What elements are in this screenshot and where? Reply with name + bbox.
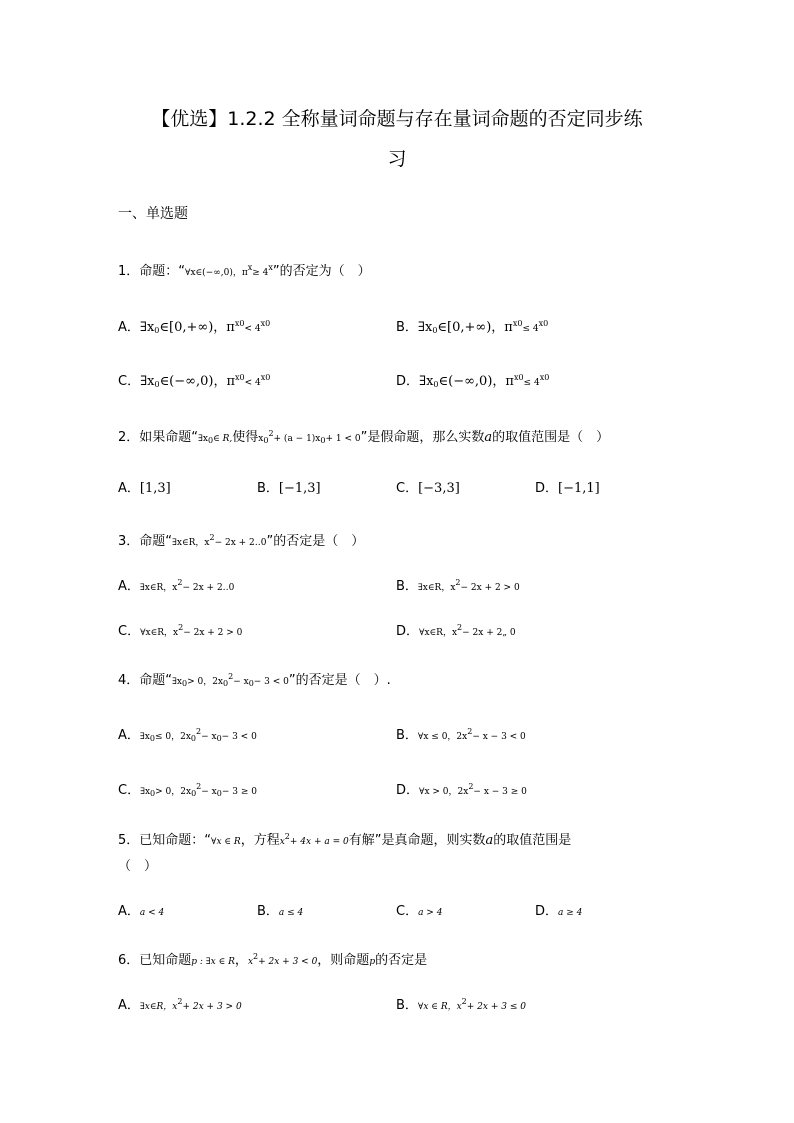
question-6-option-a[interactable]: A．∃x∈R，$x^2+ 2x + 3 > 0$ [118,997,242,1013]
question-6-stem: 6．已知命题p : ∃x ∈ R，$x^2+ 2x + 3 < 0$，则命题p的否定是 [118,952,428,968]
question-4-option-c[interactable]: C．$\exists x_0> 0$，$2x_0^2- x_0- 3 \ge 0$ [118,782,257,798]
question-2-option-b[interactable]: B．[−1,3] [257,481,321,496]
question-5-option-a[interactable]: A．a < 4 [118,904,165,919]
question-3-option-b[interactable]: B．∃x∈R，$x^2- 2x + 2 > 0$ [396,578,520,594]
question-3-option-d[interactable]: D．∀x∈R，$x^2- 2x$ + 2„ 0 [396,623,516,639]
question-3-stem: 3．命题“∃x∈R，$x^2- 2x$ + 2‥0”的否定是（ ） [118,533,365,549]
question-2-option-c[interactable]: C．[−3,3] [396,481,460,496]
doc-title-line2: 习 [387,148,407,170]
question-1-option-a[interactable]: A．$\exists x_0\in[0,+\infty)$，$\pi^{x0}< 4^{x0}$ [118,319,271,335]
question-4-stem: 4．命题“$\exists x_0> 0$，$2x_0^2- x_0- 3 < 0$”的否定是（ ）. [118,672,391,688]
question-1-option-b[interactable]: B．$\exists x_0\in[0,+\infty)$，$\pi^{x0}\le 4^{x0}$ [396,319,549,335]
section-heading: 一、单选题 [118,206,188,222]
question-6-option-b[interactable]: B．∀x ∈ R，$x^2+ 2x + 3 \le 0$ [396,997,526,1013]
question-1-option-c[interactable]: C．$\exists x_0\in(-\infty,0)$，$\pi^{x0}< 4^{x0}$ [118,373,271,389]
question-3-option-c[interactable]: C．∀x∈R，$x^2- 2x + 2 > 0$ [118,623,243,639]
question-3-option-a[interactable]: A．∃x∈R，$x^2- 2x$ + 2‥0 [118,578,235,594]
question-4-option-a[interactable]: A．$\exists x_0\le 0$，$2x_0^2- x_0- 3 < 0$ [118,727,257,743]
question-2-option-a[interactable]: A．[1,3] [118,481,171,496]
question-5-stem-line2: （ ） [118,859,158,874]
question-5-stem: 5．已知命题：“∀x ∈ R，方程$x^2+ 4x + a = 0$有解”是真命题，则实数a的取值范围是 [118,832,572,848]
question-2-stem: 2．如果命题“$\exists x_0\in$ R,使得$x_0^2+ (a - 1)x_0+ 1 < 0$”是假命题，那么实数a的取值范围是（ ） [118,429,610,445]
question-2-option-d[interactable]: D．[−1,1] [535,481,600,496]
question-4-option-b[interactable]: B．∀x ≤ 0，$2x^2- x - 3 < 0$ [396,727,526,743]
question-5-option-d[interactable]: D．a ≥ 4 [535,904,583,919]
question-1-option-d[interactable]: D．$\exists x_0\in(-\infty,0)$，$\pi^{x0}\le 4^{x0}$ [396,373,550,389]
doc-title-line1: 【优选】1.2.2 全称量词命题与存在量词命题的否定同步练 [151,108,643,130]
question-4-option-d[interactable]: D．∀x > 0，$2x^2- x - 3 \ge 0$ [396,782,527,798]
question-1-stem: 1．命题：“∀x∈(−∞,0)，$\pi^x\ge 4^x$”的否定为（ ） [118,263,371,279]
question-5-option-b[interactable]: B．a ≤ 4 [257,904,304,919]
question-5-option-c[interactable]: C．a > 4 [396,904,443,919]
